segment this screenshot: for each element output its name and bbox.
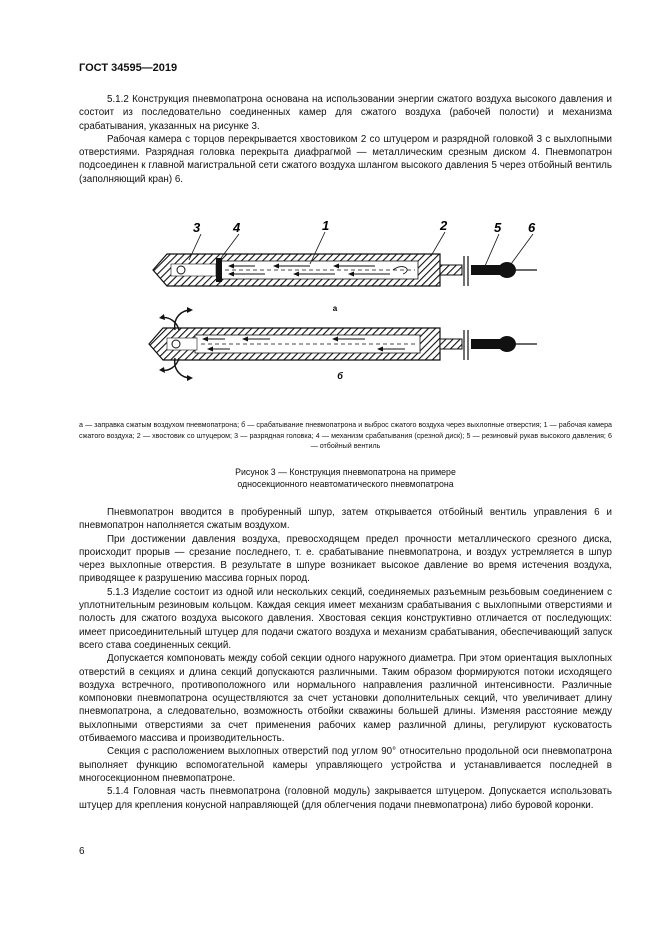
paragraph: 5.1.2 Конструкция пневмопатрона основана на использовании энергии сжатого воздуха высокого давления и состоит из последовательно соединенных камер для сжатого воздуха (рабочей полости) и механизма срабатывания, указанных на рисунке 3. <box>79 94 612 132</box>
shear-disc <box>216 258 222 282</box>
figure-title-line: односекционного неавтоматического пневмопатрона <box>237 479 454 489</box>
page-number: 6 <box>79 846 85 857</box>
label-2: 2 <box>440 218 448 233</box>
tail-fitting-b <box>440 339 462 349</box>
figure-title <box>79 466 612 490</box>
paragraph: При достижении давления воздуха, превосходящем предел прочности металлического срезного диска, происходит прорыв — срезание последнего, т. е. срабатывание пневмопатрона, и воздух устремляется в шпур через выхлопные отверстия. В результате в шпуре возникает высокое давление во время истечения воздуха, приводящее к разрушению массива горных пород. <box>79 533 612 585</box>
body-text <box>79 506 612 812</box>
figure-caption: а — заправка сжатым воздухом пневмопатрона; б — срабатывание пневмопатрона и выброс сжатого воздуха через выхлопные отверстия; 1 — рабочая камера сжатого воздуха; 2 — хвостовик со штуцером; 3 — разрядная головка; 4 — механизм срабатывания (срезной диск); 5 — резиновый рукав высокого давления; 6 — отбойный вентиль <box>79 421 612 451</box>
paragraph: Рабочая камера с торцов перекрывается хвостовиком 2 со штуцером и разрядной головкой 3 с выхлопными отверстиями. Разрядная головка перекрыта диафрагмой — металлическим срезным диском 4. Пневмопатрон подсоединен к главной магистральной сети сжатого воздуха шлангом высокого давления 5 через отбойный вентиль (заполняющий кран) 6. <box>79 133 612 185</box>
paragraph: Допускается компоновать между собой секции одного наружного диаметра. При этом ориентация выхлопных отверстий в секциях и длина секций допускаются различными. Таким образом формируются потоки исходящего воздуха встречного, противоположного или нормального направления различной интенсивности. Различные компоновки пневмопатрона осуществляются за счет установки дополнительных секций, что увеличивает длину пневмопатрона, а следовательно, возможность отбойки скважины большей длины. Изменяя расстояние между выхлопными отверстиями за счет применения рабочих камер различной длины, регулируют кусковатость отбиваемого массива и производительность. <box>79 653 612 745</box>
label-3: 3 <box>193 220 201 235</box>
standard-header: ГОСТ 34595—2019 <box>79 62 178 74</box>
paragraph: Секция с расположением выхлопных отверстий под углом 90° относительно продольной оси пневмопатрона выполняет функцию вспомогательной камеры управляющего устройства и устанавливается последней в многосекционном пневмопатроне. <box>79 746 612 784</box>
exhaust-hole-b <box>172 340 180 348</box>
exhaust-hole-a <box>177 266 185 274</box>
shutoff-valve-a <box>498 262 516 278</box>
intro-text <box>79 93 612 186</box>
diagram-b-discharge <box>149 307 537 381</box>
label-5: 5 <box>494 220 502 235</box>
paragraph: 5.1.4 Головная часть пневмопатрона (головной модуль) закрывается штуцером. Допускается использовать штуцер для крепления конусной направляющей (для облегчения подачи пневмопатрона) либо буровой коронки. <box>79 786 612 811</box>
label-1: 1 <box>322 218 330 233</box>
paragraph: Пневмопатрон вводится в пробуренный шпур, затем открывается отбойный вентиль управления 6 и пневмопатрон наполняется сжатым воздухом. <box>79 507 612 532</box>
sublabel-b: б <box>337 371 343 381</box>
sublabel-a: а <box>332 304 338 313</box>
label-4: 4 <box>233 220 241 235</box>
paragraph: 5.1.3 Изделие состоит из одной или нескольких секций, соединяемых разъемным резьбовым соединением с уплотнительным резиновым кольцом. Каждая секция имеет механизм срабатывания с выхлопными отверстиями и полость для сжатого воздуха высокого давления. Хвостовая секция конструктивно отличается от последующих: имеет присоединительный штуцер для подачи сжатого воздуха и механизм срабатывания, обеспечивающий запуск всего става соединенных секций. <box>79 586 612 651</box>
pneumatic-cartridge-figure <box>135 218 555 388</box>
label-6: 6 <box>528 220 536 235</box>
shutoff-valve-b <box>498 336 516 352</box>
figure-title-line: Рисунок 3 — Конструкция пневмопатрона на примере <box>235 467 456 477</box>
diagram-a-charging <box>153 218 537 313</box>
tail-fitting-a <box>440 265 462 275</box>
